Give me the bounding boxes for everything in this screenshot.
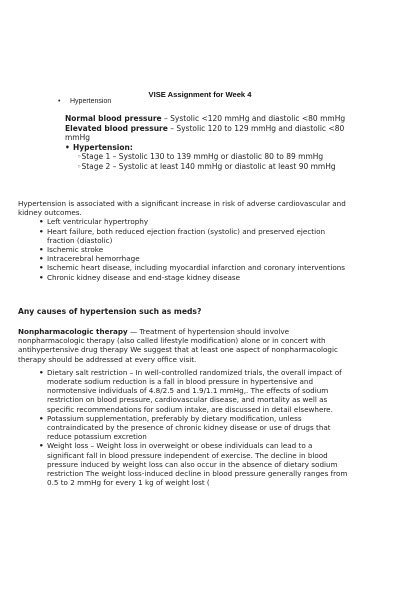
- np-list: [39, 368, 348, 488]
- risk-item: • Ischemic heart disease, including myocardial infarction and coronary interventions: [39, 263, 348, 272]
- elevated-bp-text: – Systolic 120 to 129 mmHg and diastolic <80 mmHg: [65, 123, 345, 143]
- stage1-row: ◦Stage 1 – Systolic 130 to 139 mmHg or diastolic 80 to 89 mmHg: [77, 152, 324, 162]
- risk-item: • Ischemic stroke: [39, 245, 348, 254]
- np-item: • Potassium supplementation, preferably by dietary modification, unless contraindicated by the presence of chronic kidney disease or use of drugs that reduce potassium excretion: [39, 414, 348, 442]
- elevated-bp-label: Elevated blood pressure: [65, 123, 168, 133]
- risk-section: [18, 199, 348, 282]
- hypertension-item: [65, 143, 355, 153]
- hypertension-list: [65, 143, 355, 153]
- stage2-text: Stage 2 – Systolic at least 140 mmHg or diastolic at least 90 mmHg: [81, 161, 336, 171]
- stage1-text: Stage 1 – Systolic 130 to 139 mmHg or diastolic 80 to 89 mmHg: [81, 152, 324, 162]
- risk-list: [39, 217, 348, 281]
- np-item: • Dietary salt restriction – In well-controlled randomized trials, the overall impact of moderate sodium reduction is a fall in blood pressure in hypertensive and normotensive individuals of 4.8/2.5 and 1.9/1.1 mmHg,. The effects of sodium restriction on blood pressure, cardiovascular disease, and mortality as well as specific recommendations for sodium intake, are discussed in detail elsewhere.: [39, 368, 348, 414]
- bullet-dot: •: [58, 98, 61, 105]
- bp-definitions: [65, 114, 355, 172]
- normal-bp-label: Normal blood pressure: [65, 114, 162, 123]
- document-title: VISE Assignment for Week 4: [148, 90, 252, 99]
- normal-bp-text: – Systolic <120 mmHg and diastolic <80 mmHg: [161, 114, 346, 123]
- stage2-row: ◦Stage 2 – Systolic at least 140 mmHg or diastolic at least 90 mmHg: [77, 161, 336, 171]
- risk-item: • Heart failure, both reduced ejection fraction (systolic) and preserved ejection fraction (diastolic): [39, 227, 348, 245]
- top-bullet: [58, 98, 111, 105]
- hypertension-label: Hypertension:: [73, 142, 133, 152]
- section-question: Any causes of hypertension such as meds?: [18, 307, 202, 316]
- np-paragraph: [18, 327, 348, 364]
- risk-intro: Hypertension is associated with a significant increase in risk of adverse cardiovascular and kidney outcomes.: [18, 199, 346, 218]
- np-item: • Weight loss – Weight loss in overweight or obese individuals can lead to a significant fall in blood pressure independent of exercise. The decline in blood pressure induced by weight loss can also occur in the absence of dietary sodium restriction The weight loss-induced decline in blood pressure generally ranges from 0.5 to 2 mmHg for every 1 kg of weight lost (: [39, 441, 348, 487]
- risk-item: • Left ventricular hypertrophy: [39, 217, 348, 226]
- np-label: Nonpharmacologic therapy: [18, 327, 128, 336]
- elevated-bp-row: [65, 124, 355, 143]
- risk-item: • Chronic kidney disease and end-stage kidney disease: [39, 273, 348, 282]
- risk-item: • Intracerebral hemorrhage: [39, 254, 348, 263]
- nonpharmacologic-section: [18, 327, 348, 487]
- normal-bp-row: [65, 114, 355, 124]
- top-bullet-label: Hypertension: [70, 98, 112, 105]
- np-text: — Treatment of hypertension should involve nonpharmacologic therapy (also called lifestyle modification) alone or in concert with antihypertensive drug therapy We suggest that at least one aspect of nonpharmacologic therapy should be addressed at every office visit.: [18, 327, 338, 364]
